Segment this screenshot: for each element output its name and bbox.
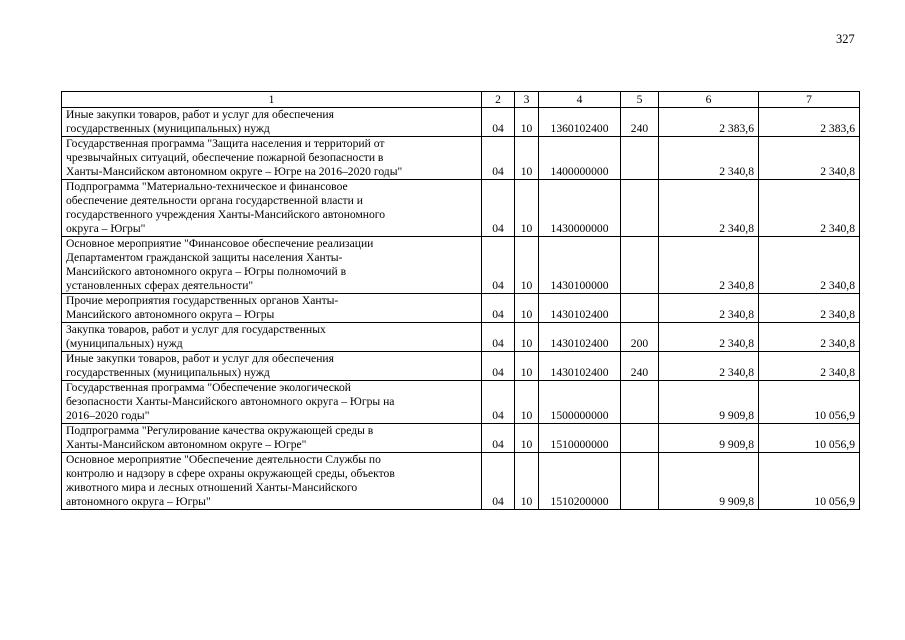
cell-amount-1: 2 340,8 [659, 352, 759, 381]
cell-amount-1: 2 383,6 [659, 108, 759, 137]
cell-expense-type [621, 453, 659, 510]
table-row [62, 237, 860, 294]
cell-amount-1: 9 909,8 [659, 453, 759, 510]
table-row [62, 180, 860, 237]
cell-section: 04 [482, 137, 515, 180]
cell-expense-type [621, 381, 659, 424]
cell-target-article: 1500000000 [539, 381, 621, 424]
cell-name: Прочие мероприятия государственных органов Ханты- Мансийского автономного округа – Югры [62, 294, 482, 323]
cell-section: 04 [482, 352, 515, 381]
cell-name: Иные закупки товаров, работ и услуг для обеспечения государственных (муниципальных) нужд [62, 352, 482, 381]
table-row [62, 424, 860, 453]
cell-name: Иные закупки товаров, работ и услуг для обеспечения государственных (муниципальных) нужд [62, 108, 482, 137]
cell-name: Государственная программа "Защита населения и территорий от чрезвычайных ситуаций, обеспечение пожарной безопасности в Ханты-Мансийском автономном округе – Югре на 2016–2020 годы" [62, 137, 482, 180]
cell-subsection: 10 [515, 323, 539, 352]
cell-target-article: 1400000000 [539, 137, 621, 180]
cell-expense-type [621, 294, 659, 323]
column-header-expense-type: 5 [621, 92, 659, 108]
column-header-amount-2: 7 [759, 92, 860, 108]
budget-table [61, 91, 860, 510]
cell-name: Подпрограмма "Регулирование качества окружающей среды в Ханты-Мансийском автономном округе – Югре" [62, 424, 482, 453]
cell-subsection: 10 [515, 352, 539, 381]
cell-subsection: 10 [515, 237, 539, 294]
column-header-target-article: 4 [539, 92, 621, 108]
cell-subsection: 10 [515, 137, 539, 180]
cell-target-article: 1430102400 [539, 294, 621, 323]
cell-target-article: 1430102400 [539, 323, 621, 352]
cell-target-article: 1510000000 [539, 424, 621, 453]
column-header-name: 1 [62, 92, 482, 108]
cell-amount-1: 2 340,8 [659, 294, 759, 323]
cell-amount-2: 2 340,8 [759, 137, 860, 180]
cell-amount-2: 10 056,9 [759, 453, 860, 510]
table-row [62, 137, 860, 180]
cell-amount-1: 2 340,8 [659, 137, 759, 180]
cell-amount-2: 2 340,8 [759, 323, 860, 352]
cell-amount-1: 2 340,8 [659, 323, 759, 352]
cell-target-article: 1510200000 [539, 453, 621, 510]
cell-subsection: 10 [515, 180, 539, 237]
header-row [62, 92, 860, 108]
cell-section: 04 [482, 381, 515, 424]
cell-expense-type: 240 [621, 352, 659, 381]
table-row [62, 108, 860, 137]
table-row [62, 381, 860, 424]
table-body [62, 108, 860, 510]
cell-amount-1: 2 340,8 [659, 237, 759, 294]
table-row [62, 352, 860, 381]
column-header-section: 2 [482, 92, 515, 108]
table-row [62, 294, 860, 323]
cell-section: 04 [482, 108, 515, 137]
cell-subsection: 10 [515, 381, 539, 424]
cell-name: Подпрограмма "Материально-техническое и финансовое обеспечение деятельности органа государственной власти и государственного учреждения Ханты-Мансийского автономного округа – Югры" [62, 180, 482, 237]
cell-amount-2: 2 340,8 [759, 237, 860, 294]
cell-name: Государственная программа "Обеспечение экологической безопасности Ханты-Мансийского автономного округа – Югры на 2016–2020 годы" [62, 381, 482, 424]
cell-section: 04 [482, 453, 515, 510]
cell-expense-type [621, 137, 659, 180]
cell-amount-2: 2 340,8 [759, 294, 860, 323]
cell-target-article: 1430000000 [539, 180, 621, 237]
cell-subsection: 10 [515, 424, 539, 453]
cell-name: Закупка товаров, работ и услуг для государственных (муниципальных) нужд [62, 323, 482, 352]
cell-target-article: 1430102400 [539, 352, 621, 381]
column-header-amount-1: 6 [659, 92, 759, 108]
cell-expense-type [621, 424, 659, 453]
cell-amount-2: 10 056,9 [759, 424, 860, 453]
cell-amount-1: 9 909,8 [659, 424, 759, 453]
cell-expense-type: 200 [621, 323, 659, 352]
cell-section: 04 [482, 424, 515, 453]
cell-subsection: 10 [515, 294, 539, 323]
cell-name: Основное мероприятие "Финансовое обеспечение реализации Департаментом гражданской защиты населения Ханты- Мансийского автономного округа – Югры полномочий в установленных сферах деятельности" [62, 237, 482, 294]
cell-subsection: 10 [515, 108, 539, 137]
table-row [62, 453, 860, 510]
cell-section: 04 [482, 294, 515, 323]
cell-expense-type: 240 [621, 108, 659, 137]
cell-name: Основное мероприятие "Обеспечение деятельности Службы по контролю и надзору в сфере охраны окружающей среды, объектов животного мира и лесных отношений Ханты-Мансийского автономного округа – Югры" [62, 453, 482, 510]
cell-section: 04 [482, 180, 515, 237]
cell-amount-1: 9 909,8 [659, 381, 759, 424]
cell-expense-type [621, 237, 659, 294]
table-row [62, 323, 860, 352]
cell-section: 04 [482, 237, 515, 294]
cell-expense-type [621, 180, 659, 237]
cell-section: 04 [482, 323, 515, 352]
cell-amount-2: 10 056,9 [759, 381, 860, 424]
cell-target-article: 1360102400 [539, 108, 621, 137]
cell-target-article: 1430100000 [539, 237, 621, 294]
cell-subsection: 10 [515, 453, 539, 510]
cell-amount-1: 2 340,8 [659, 180, 759, 237]
column-header-subsection: 3 [515, 92, 539, 108]
cell-amount-2: 2 340,8 [759, 180, 860, 237]
page-number: 327 [836, 32, 855, 46]
cell-amount-2: 2 340,8 [759, 352, 860, 381]
cell-amount-2: 2 383,6 [759, 108, 860, 137]
